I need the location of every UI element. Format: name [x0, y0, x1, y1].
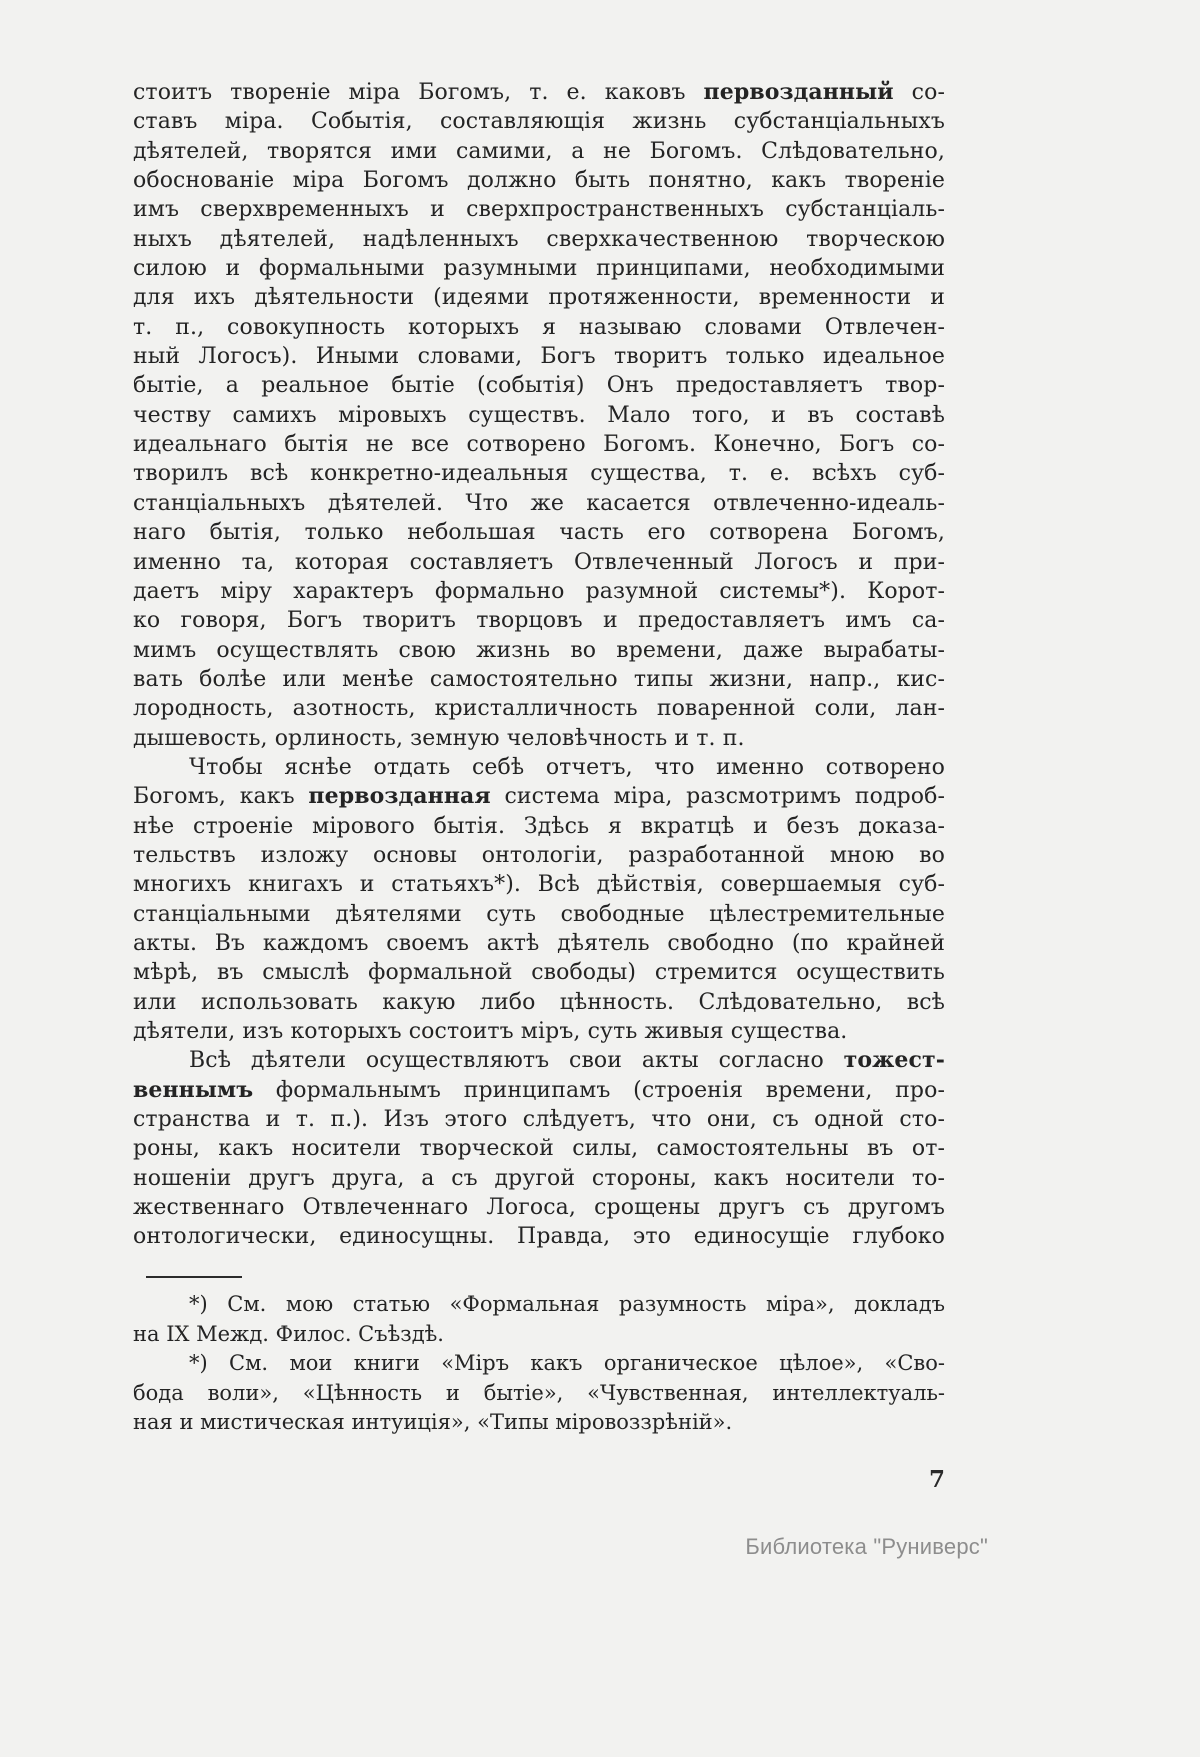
text-segment: стоитъ твореніе міра Богомъ, т. е. каковъ: [133, 80, 704, 105]
text-line: [133, 1134, 945, 1163]
footnote-line: [133, 1349, 945, 1379]
text-line: [133, 107, 945, 136]
text-segment: или использовать какую либо цѣнность. Слѣдовательно, всѣ: [133, 989, 945, 1015]
text-line: [133, 489, 945, 518]
footnote-line: [133, 1290, 945, 1320]
emphasized-text: тожест-: [843, 1047, 945, 1074]
text-line: [133, 870, 945, 899]
text-line: [133, 636, 945, 665]
text-line: [133, 166, 945, 195]
page-number: 7: [928, 1466, 945, 1493]
text-segment: ношеніи другъ друга, а съ другой стороны, какъ носители то-: [133, 1165, 945, 1191]
text-segment: имъ сверхвременныхъ и сверхпространственныхъ субстанціаль-: [133, 197, 945, 223]
text-line: [133, 137, 945, 166]
text-segment: мѣрѣ, въ смыслѣ формальной свободы) стремится осуществить: [133, 960, 945, 986]
text-line: [133, 313, 945, 342]
text-segment: формальнымъ принципамъ (строенія времени, про-: [253, 1077, 945, 1103]
text-segment: станціальныхъ дѣятелей. Что же касается отвлеченно-идеаль-: [133, 490, 945, 516]
text-line: [133, 958, 945, 987]
emphasized-text: веннымъ: [133, 1076, 254, 1103]
text-segment: бода воли», «Цѣнность и бытіе», «Чувственная, интеллектуаль-: [133, 1380, 945, 1405]
text-segment: ныхъ дѣятелей, надѣленныхъ сверхкачественною творческою: [133, 226, 945, 252]
text-segment: вать болѣе или менѣе самостоятельно типы жизни, напр., кис-: [133, 666, 945, 692]
text-line: [133, 1076, 945, 1105]
text-segment: именно та, которая составляетъ Отвлеченный Логосъ и при-: [133, 549, 945, 575]
text-segment: *) См. мою статью «Формальная разумность міра», докладъ: [189, 1292, 945, 1316]
text-line: [133, 694, 945, 723]
text-segment: система міра, разсмотримъ подроб-: [490, 784, 945, 810]
library-watermark: Библиотека "Руниверс": [745, 1534, 988, 1559]
text-segment: роны, какъ носители творческой силы, самостоятельны въ от-: [133, 1136, 945, 1162]
text-segment: наго бытія, только небольшая часть его сотворена Богомъ,: [133, 520, 945, 546]
text-segment: *) См. мои книги «Міръ какъ органическое цѣлое», «Сво-: [189, 1351, 945, 1375]
text-segment: ко говоря, Богъ творитъ творцовъ и предоставляетъ имъ са-: [133, 608, 945, 634]
text-segment: дѣятели, изъ которыхъ состоитъ міръ, суть живыя существа.: [133, 1019, 848, 1044]
text-segment: силою и формальными разумными принципами, необходимыми: [133, 256, 945, 282]
text-line: [133, 988, 945, 1017]
text-segment: странства и т. п.). Изъ этого слѣдуетъ, что они, съ одной сто-: [133, 1107, 945, 1133]
emphasized-text: первозданный: [703, 79, 894, 105]
text-line: [133, 283, 945, 312]
text-segment: Всѣ дѣятели осуществляютъ свои акты согласно: [189, 1048, 844, 1074]
text-segment: мимъ осуществлять свою жизнь во времени, даже вырабаты-: [133, 637, 945, 663]
text-segment: Богомъ, какъ: [133, 784, 309, 810]
text-line: [133, 254, 945, 283]
text-line: [133, 342, 945, 371]
text-line: [133, 782, 945, 811]
footnote-separator: [146, 1276, 242, 1278]
text-line: [133, 606, 945, 635]
text-segment: даетъ міру характеръ формально разумной системы*). Корот-: [133, 578, 945, 604]
text-line: [133, 665, 945, 694]
text-line: [133, 1046, 945, 1075]
text-segment: на IX Межд. Филос. Съѣздѣ.: [133, 1321, 444, 1346]
text-line: [133, 401, 945, 430]
text-line: [133, 459, 945, 488]
text-segment: ная и мистическая интуиція», «Типы міровоззрѣній».: [133, 1410, 733, 1434]
text-segment: акты. Въ каждомъ своемъ актѣ дѣятель свободно (по крайней: [133, 930, 945, 956]
text-line: [133, 518, 945, 547]
text-segment: бытіе, а реальное бытіе (событія) Онъ предоставляетъ твор-: [133, 373, 945, 399]
text-line: [133, 577, 945, 606]
text-segment: ный Логосъ). Иными словами, Богъ творитъ только идеальное: [133, 344, 945, 370]
text-line: [133, 195, 945, 224]
footnote-line: [133, 1320, 945, 1350]
text-segment: онтологически, единосущны. Правда, это единосущіе глубоко: [133, 1224, 945, 1250]
text-segment: дѣятелей, творятся ими самими, а не Богомъ. Слѣдовательно,: [133, 138, 945, 164]
text-line: [133, 548, 945, 577]
text-segment: со-: [893, 80, 945, 105]
text-segment: честву самихъ міровыхъ существъ. Мало того, и въ составѣ: [133, 402, 945, 428]
footnote-line: [133, 1379, 945, 1409]
text-line: [133, 1017, 945, 1046]
text-line: [133, 1193, 945, 1222]
footnotes: [133, 1290, 945, 1438]
text-line: [133, 430, 945, 459]
text-line: [133, 753, 945, 782]
text-line: [133, 812, 945, 841]
text-segment: Чтобы яснѣе отдать себѣ отчетъ, что именно сотворено: [189, 754, 945, 780]
body-text: [133, 78, 945, 1252]
text-line: [133, 1222, 945, 1251]
text-line: [133, 724, 945, 753]
text-segment: обоснованіе міра Богомъ должно быть понятно, какъ твореніе: [133, 168, 945, 194]
text-line: [133, 841, 945, 870]
text-segment: лородность, азотность, кристалличность поваренной соли, лан-: [133, 696, 945, 722]
text-segment: для ихъ дѣятельности (идеями протяженности, временности и: [133, 285, 945, 311]
text-segment: ставъ міра. Событія, составляющія жизнь субстанціальныхъ: [133, 109, 945, 135]
text-segment: многихъ книгахъ и статьяхъ*). Всѣ дѣйствія, совершаемыя суб-: [133, 872, 945, 898]
text-segment: идеальнаго бытія не все сотворено Богомъ. Конечно, Богъ со-: [133, 432, 945, 458]
text-segment: тельствъ изложу основы онтологіи, разработанной мною во: [133, 842, 945, 868]
text-line: [133, 929, 945, 958]
text-line: [133, 225, 945, 254]
text-line: [133, 371, 945, 400]
footnote-line: [133, 1408, 945, 1438]
text-line: [133, 1164, 945, 1193]
text-segment: нѣе строеніе мірового бытія. Здѣсь я вкратцѣ и безъ доказа-: [133, 813, 945, 839]
text-segment: дышевость, орлиность, земную человѣчность и т. п.: [133, 725, 745, 751]
emphasized-text: первозданная: [308, 783, 491, 810]
text-line: [133, 1105, 945, 1134]
text-segment: жественнаго Отвлеченнаго Логоса, срощены другъ съ другомъ: [133, 1195, 945, 1221]
text-segment: станціальными дѣятелями суть свободные цѣлестремительные: [133, 901, 945, 927]
text-line: [133, 900, 945, 929]
text-line: [133, 78, 945, 107]
text-segment: творилъ всѣ конкретно-идеальныя существа, т. е. всѣхъ суб-: [133, 461, 945, 487]
text-segment: т. п., совокупность которыхъ я называю словами Отвлечен-: [133, 314, 945, 340]
